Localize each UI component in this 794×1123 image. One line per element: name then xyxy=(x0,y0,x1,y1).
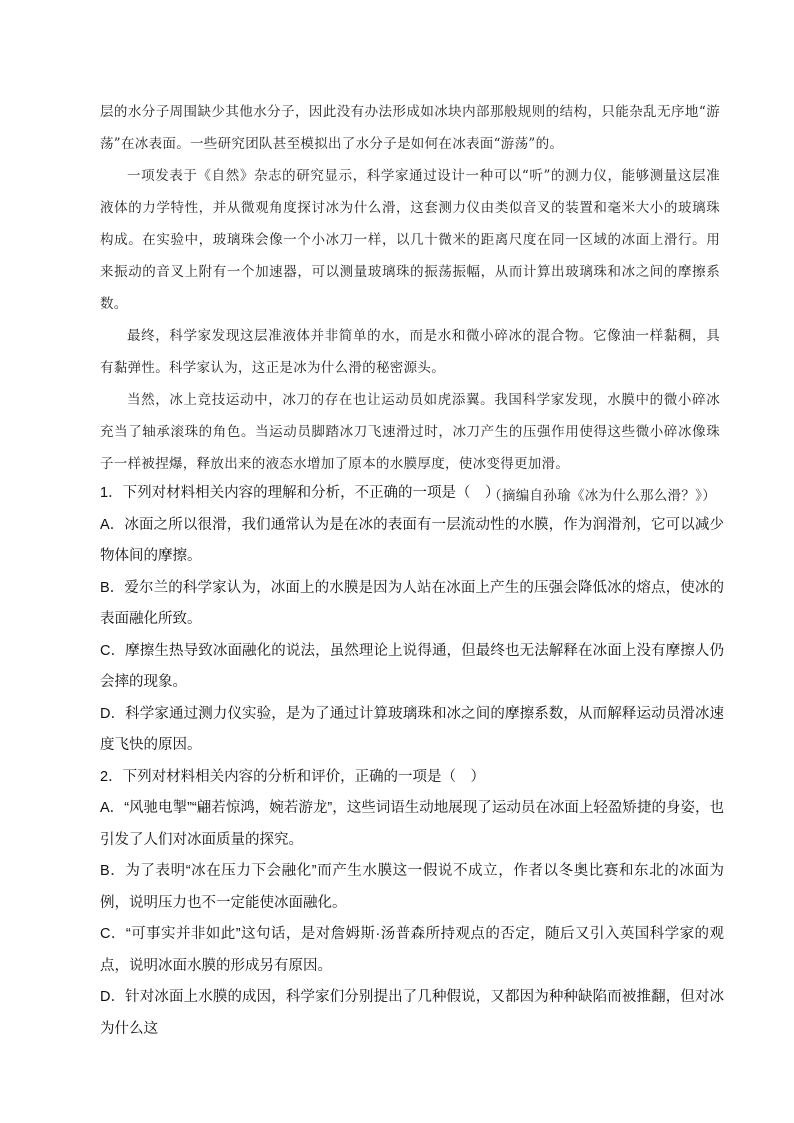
option-a: A．“风驰电掣”“翩若惊鸿，婉若游龙”，这些词语生动地展现了运动员在冰面上轻盈矫捷的身姿，也引发了人们对冰面质量的探究。 xyxy=(100,800,724,848)
question-1 xyxy=(100,478,724,762)
passage-paragraph: 层的水分子周围缺少其他水分子，因此没有办法形成如冰块内部那般规则的结构，只能杂乱无序地“游荡”在冰表面。一些研究团队甚至模拟出了水分子是如何在冰表面“游荡”的。 xyxy=(100,104,720,152)
option-c: C．摩擦生热导致冰面融化的说法，虽然理论上说得通，但最终也无法解释在冰面上没有摩擦人仍会摔的现象。 xyxy=(100,642,724,690)
question-list xyxy=(100,478,724,1045)
option-a: A．冰面之所以很滑，我们通常认为是在冰的表面有一层流动性的水膜，作为润滑剂，它可以减少物体间的摩擦。 xyxy=(100,516,724,564)
passage-paragraph: 最终，科学家发现这层准液体并非简单的水，而是水和微小碎冰的混合物。它像油一样黏稠，具有黏弹性。科学家认为，这正是冰为什么滑的秘密源头。 xyxy=(100,328,720,376)
question-stem: 2．下列对材料相关内容的分析和评价，正确的一项是（ ） xyxy=(100,768,486,785)
passage-paragraph: 一项发表于《自然》杂志的研究显示，科学家通过设计一种可以“听”的测力仪，能够测量这层准液体的力学特性，并从微观角度探讨冰为什么滑，这套测力仪由类似音叉的装置和毫米大小的玻璃珠构成。在实验中，玻璃珠会像一个小冰刀一样，以几十微米的距离尺度在同一区域的冰面上滑行。用来振动的音叉上附有一个加速器，可以测量玻璃珠的振荡振幅，从而计算出玻璃珠和冰之间的摩擦系数。 xyxy=(100,168,720,312)
option-b: B．为了表明“冰在压力下会融化”而产生水膜这一假说不成立，作者以冬奥比赛和东北的冰面为例，说明压力也不一定能使冰面融化。 xyxy=(100,863,724,911)
option-d: D．科学家通过测力仪实验，是为了通过计算玻璃珠和冰之间的摩擦系数，从而解释运动员滑冰速度飞快的原因。 xyxy=(100,705,724,753)
option-d: D．针对冰面上水膜的成因，科学家们分别提出了几种假说，又都因为种种缺陷而被推翻，但对冰为什么这 xyxy=(100,989,724,1037)
question-stem: 1．下列对材料相关内容的理解和分析，不正确的一项是（ ） xyxy=(100,485,500,501)
question-2 xyxy=(100,762,724,1046)
option-b: B．爱尔兰的科学家认为，冰面上的水膜是因为人站在冰面上产生的压强会降低冰的熔点，使冰的表面融化所致。 xyxy=(100,579,724,627)
passage-paragraph: 当然，冰上竞技运动中，冰刀的存在也让运动员如虎添翼。我国科学家发现，水膜中的微小碎冰充当了轴承滚珠的角色。当运动员脚踏冰刀飞速滑过时，冰刀产生的压强作用使得这些微小碎冰像珠子一样被捏爆，释放出来的液态水增加了原本的水膜厚度，使冰变得更加滑。 xyxy=(100,392,720,472)
passage-source: （摘编自孙瑜《冰为什么那么滑？》） xyxy=(488,488,716,504)
reading-passage xyxy=(100,96,720,512)
option-c: C．“可事实并非如此”这句话，是对詹姆斯·汤普森所持观点的否定，随后又引入英国科学家的观点，说明冰面水膜的形成另有原因。 xyxy=(100,926,724,974)
